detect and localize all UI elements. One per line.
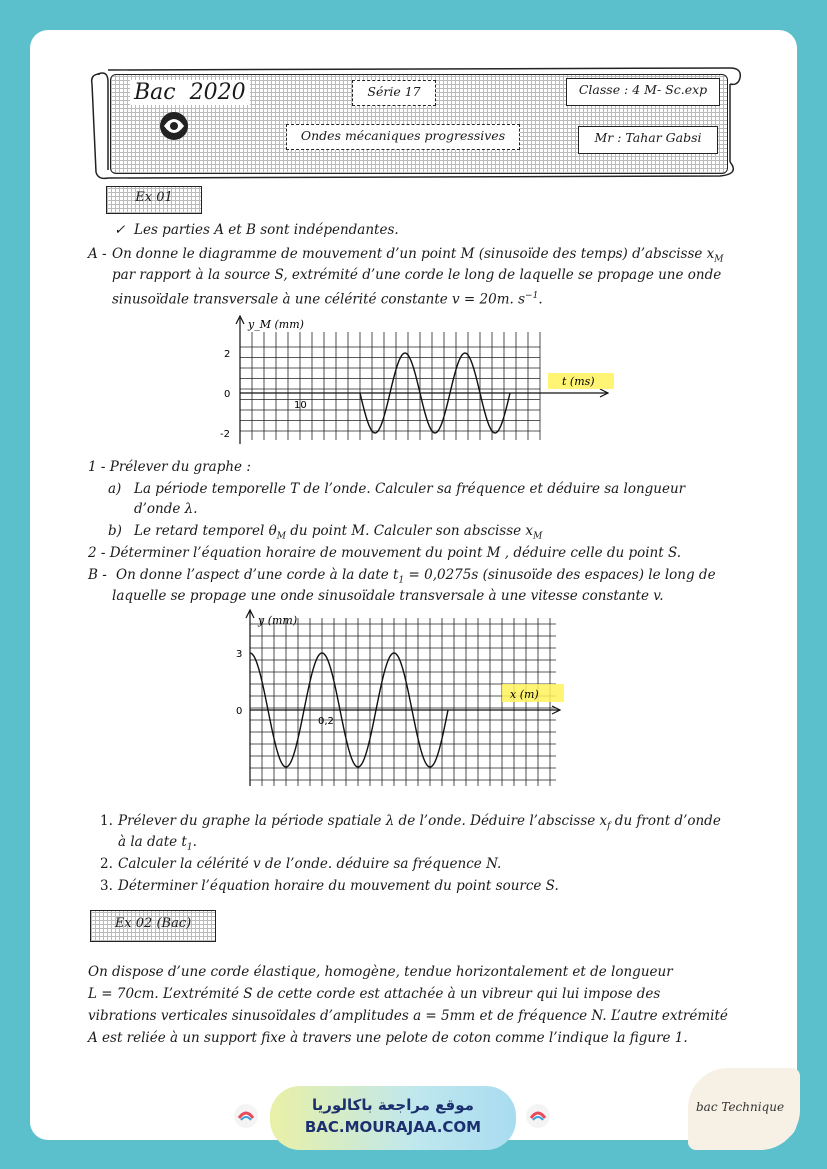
y-axis-label: y_M (mm) (248, 318, 304, 331)
b-question-1-line2-text: à la date t (118, 834, 187, 850)
question-1a-line1: La période temporelle T de l’onde. Calculer sa fréquence et déduire sa longueur (134, 481, 686, 497)
bac-technique-badge (688, 1068, 800, 1150)
y-tick-label: -2 (220, 429, 230, 440)
part-b-marker: B - (88, 567, 107, 583)
x-tick-label: 10 (294, 400, 307, 411)
ex1-note: Les parties A et B sont indépendantes. (134, 222, 399, 238)
part-a-line3-sup: −1 (525, 291, 539, 301)
b-question-2: Calculer la célérité v de l’onde. déduire sa fréquence N. (118, 856, 502, 872)
b-question-3: Déterminer l’équation horaire du mouvement du point source S. (118, 878, 559, 894)
ex2-line1: On dispose d’une corde élastique, homogène, tendue horizontalement et de longueur (88, 964, 673, 980)
y-axis-label: y (mm) (258, 614, 298, 627)
b-question-1-line2-end: . (192, 834, 197, 850)
ex2-line4: A est reliée à un support fixe à travers une pelote de coton comme l’indique la figure 1. (88, 1030, 688, 1046)
x-tick-label: 0,2 (318, 716, 334, 727)
footer-url-link[interactable]: BAC.MOURAJAA.COM (304, 1118, 482, 1136)
ex2-line3: vibrations verticales sinusoïdales d’amplitudes a = 5mm et de fréquence N. L’autre extrémité (88, 1008, 728, 1024)
b-question-1-sub: f (607, 821, 611, 832)
question-1b-marker: b) (108, 523, 122, 539)
logo-emblem-icon (156, 110, 192, 142)
x-axis-label: x (m) (510, 688, 539, 701)
serie-box: Série 17 (352, 80, 436, 106)
header-banner (90, 62, 745, 180)
question-1b-sub: M (276, 531, 286, 542)
b-question-1-line2-sub: 1 (186, 842, 193, 853)
chart-time-graph (210, 310, 630, 460)
b-question-3-num: 3. (100, 878, 113, 894)
b-question-1-line1 (118, 812, 721, 836)
part-b-line1-sub: 1 (398, 575, 405, 586)
part-a-line1-sub: M (714, 254, 724, 265)
footer-banner[interactable] (270, 1086, 516, 1150)
question-1: 1 - Prélever du graphe : (88, 459, 251, 475)
y-tick-label: 2 (224, 349, 231, 360)
b-question-1-text: Prélever du graphe la période spatiale λ de l’onde. Déduire l’abscisse x (118, 813, 608, 829)
ex2-line2: L = 70cm. L’extrémité S de cette corde est attachée à un vibreur qui lui impose des (88, 986, 661, 1002)
part-b-line2: laquelle se propage une onde sinusoïdale transversale à une vitesse constante v. (112, 588, 664, 604)
b-question-1-text-b: du front d’onde (610, 813, 721, 829)
b-question-2-num: 2. (100, 856, 113, 872)
footer-arabic-text: موقع مراجعة باكالوريا (312, 1096, 474, 1114)
question-1a-marker: a) (108, 481, 122, 497)
footer-right-logo-icon (524, 1102, 552, 1130)
footer-left-logo-icon (232, 1102, 260, 1130)
part-a-marker: A - (88, 246, 107, 262)
part-b-line1-text: On donne l’aspect d’une corde à la date t (116, 567, 399, 583)
y-tick-label: 0 (236, 706, 243, 717)
classe-box: Classe : 4 M- Sc.exp (566, 78, 720, 106)
question-1b-sub2: M (533, 531, 543, 542)
question-1a-line2: d’onde λ. (134, 501, 198, 517)
b-question-1-line2 (118, 833, 197, 857)
y-tick-label: 3 (236, 649, 243, 660)
part-a-line3 (112, 287, 543, 309)
b-question-1-num: 1. (100, 813, 113, 829)
subject-box: Ondes mécaniques progressives (286, 124, 520, 150)
bac-2020-label: Bac 2020 (130, 80, 250, 105)
question-1b-text2: du point M. Calculer son abscisse x (285, 523, 534, 539)
x-axis-label: t (ms) (562, 375, 595, 388)
chart-space-graph (220, 608, 580, 793)
ex02-label-text: Ex 02 (Bac) (114, 916, 192, 931)
ex01-label-text: Ex 01 (135, 190, 173, 205)
bac-technique-text: bac Technique (696, 1100, 785, 1114)
part-a-line1-text: On donne le diagramme de mouvement d’un point M (sinusoïde des temps) d’abscisse x (112, 246, 715, 262)
part-b-line1-b: = 0,0275s (sinusoïde des espaces) le long de (404, 567, 716, 583)
part-a-line3-text: sinusoïdale transversale à une célérité constante v = 20m. s (112, 291, 526, 308)
part-a-line3-end: . (538, 291, 543, 308)
y-tick-label: 0 (224, 389, 231, 400)
teacher-box: Mr : Tahar Gabsi (578, 126, 718, 154)
check-icon: ✓ (114, 222, 126, 238)
question-2: 2 - Déterminer l’équation horaire de mouvement du point M , déduire celle du point S. (88, 545, 682, 561)
question-1b (134, 522, 542, 546)
question-1b-text: Le retard temporel θ (134, 523, 277, 539)
part-a-line2: par rapport à la source S, extrémité d’une corde le long de laquelle se propage une onde (112, 267, 722, 283)
